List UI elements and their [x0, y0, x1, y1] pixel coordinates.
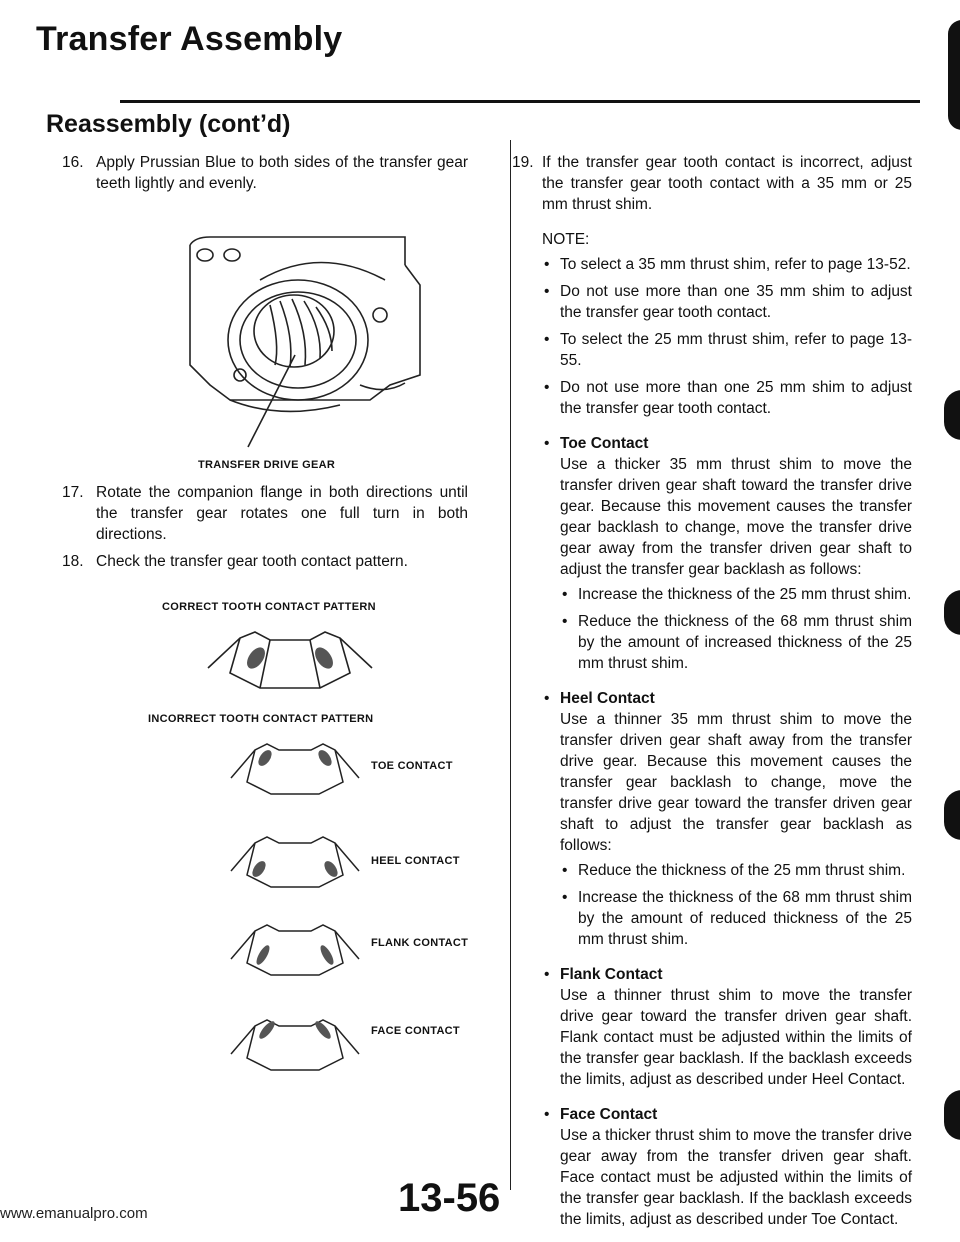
face-contact-section: • Face Contact Use a thicker thrust shim to move the transfer drive gear away from the transfer driven gear shaft. Face contact must be adjusted within the limits of the transfer gear backlash. If the backlash exceeds the limits, adjust as described under Toe Contact.	[544, 1106, 912, 1228]
toe-contact-heading: Toe Contact	[560, 435, 649, 452]
step-number: 18.	[62, 553, 84, 570]
face-contact-label: FACE CONTACT	[371, 1025, 460, 1037]
drive-gear-label: TRANSFER DRIVE GEAR	[198, 459, 336, 471]
toe-contact-pattern-icon	[225, 732, 365, 802]
correct-pattern-label: CORRECT TOOTH CONTACT PATTERN	[162, 601, 376, 613]
list-item: • Reduce the thickness of the 25 mm thrust shim.	[560, 860, 912, 881]
list-item: • Increase the thickness of the 68 mm thrust shim by the amount of reduced thickness of the 25 mm thrust shim.	[560, 887, 912, 950]
heel-contact-pattern-icon	[225, 825, 365, 895]
heel-contact-list	[560, 860, 912, 950]
flank-contact-text: Use a thinner thrust shim to move the transfer drive gear toward the transfer driven gear shaft. Flank contact must be adjusted within the limits of the transfer gear backlash. If the backlash exceeds the limits, adjust as described under Heel Contact.	[560, 987, 912, 1088]
column-divider	[510, 140, 511, 1190]
toe-contact-label: TOE CONTACT	[371, 760, 453, 772]
note-heading: NOTE:	[542, 231, 590, 248]
heel-contact-label: HEEL CONTACT	[371, 855, 460, 867]
page-title: Transfer Assembly	[36, 20, 343, 58]
face-contact-text: Use a thicker thrust shim to move the transfer drive gear away from the transfer driven gear shaft. Face contact must be adjusted within the limits of the transfer gear backlash. If the backlash exceeds the limits, adjust as described under Toe Contact.	[560, 1127, 912, 1228]
flank-contact-label: FLANK CONTACT	[371, 937, 469, 949]
list-item: • Increase the thickness of the 25 mm thrust shim.	[560, 584, 912, 605]
incorrect-pattern-label: INCORRECT TOOTH CONTACT PATTERN	[148, 713, 374, 725]
step-19	[512, 152, 912, 1230]
flank-contact-section: • Flank Contact Use a thinner thrust shim to move the transfer drive gear toward the transfer driven gear shaft. Flank contact must be adjusted within the limits of the transfer gear backlash. If the backlash exceeds the limits, adjust as described under Heel Contact.	[544, 966, 912, 1088]
step-16	[62, 152, 468, 194]
step-number: 19.	[512, 154, 534, 171]
face-contact-heading: Face Contact	[560, 1106, 658, 1123]
step-17	[62, 482, 468, 545]
heel-contact-heading: Heel Contact	[560, 690, 655, 707]
list-item: • Reduce the thickness of the 68 mm thrust shim by the amount of increased thickness of the 25 mm thrust shim.	[560, 611, 912, 674]
edge-mark	[948, 20, 960, 130]
heel-contact-text: Use a thinner 35 mm thrust shim to move the transfer driven gear shaft away from the transfer drive gear. Because this movement causes the transfer gear backlash to change, move the transfer drive gear toward the transfer driven gear shaft to adjust the transfer gear backlash as follows:	[560, 711, 912, 854]
note-item: • To select the 25 mm thrust shim, refer to page 13-55.	[542, 329, 912, 371]
transfer-drive-gear-illustration	[170, 225, 440, 450]
step-number: 16.	[62, 154, 84, 171]
step-18	[62, 551, 468, 572]
page-number: 13-56	[398, 1176, 501, 1220]
section-subtitle: Reassembly (cont’d)	[46, 110, 291, 138]
edge-mark	[944, 390, 960, 440]
flank-contact-heading: Flank Contact	[560, 966, 663, 983]
heel-contact-section: • Heel Contact Use a thinner 35 mm thrust shim to move the transfer driven gear shaft away from the transfer drive gear. Because this movement causes the transfer gear backlash to change, move the transfer drive gear toward the transfer driven gear shaft to adjust the transfer gear backlash as follows: • Reduce the thickness of the 25 mm thrust shim. • Increase the thickness of the 68 mm thrust shim by the amount of reduced thickness of the 25 mm thrust shim.	[542, 688, 912, 950]
step-text: Check the transfer gear tooth contact pattern.	[96, 553, 408, 570]
step-text: Apply Prussian Blue to both sides of the transfer gear teeth lightly and evenly.	[96, 154, 468, 192]
note-item: • To select a 35 mm thrust shim, refer to page 13-52.	[542, 254, 912, 275]
note-item: • Do not use more than one 25 mm shim to adjust the transfer gear tooth contact.	[542, 377, 912, 419]
correct-contact-pattern-icon	[200, 618, 380, 698]
step-number: 17.	[62, 484, 84, 501]
header-rule	[120, 100, 920, 103]
toe-contact-text: Use a thicker 35 mm thrust shim to move the transfer driven gear shaft toward the transfer drive gear. Because this movement causes the transfer gear backlash to change, move the transfer drive gear away from the transfer driven gear shaft to adjust the transfer gear backlash as follows:	[560, 456, 912, 578]
toe-contact-section: • Toe Contact Use a thicker 35 mm thrust shim to move the transfer driven gear shaft toward the transfer drive gear. Because this movement causes the transfer gear backlash to change, move the transfer drive gear away from the transfer driven gear shaft to adjust the transfer gear backlash as follows: • Increase the thickness of the 25 mm thrust shim. • Reduce the thickness of the 68 mm thrust shim by the amount of increased thickness of the 25 mm thrust shim.	[542, 433, 912, 674]
note-list	[542, 254, 912, 419]
edge-mark	[944, 1090, 960, 1140]
edge-mark	[944, 590, 960, 635]
note-item: • Do not use more than one 35 mm shim to adjust the transfer gear tooth contact.	[542, 281, 912, 323]
footer-url[interactable]: www.emanualpro.com	[0, 1205, 148, 1222]
edge-mark	[944, 790, 960, 840]
toe-contact-list	[560, 584, 912, 674]
step-text: If the transfer gear tooth contact is incorrect, adjust the transfer gear tooth contact with a 35 mm or 25 mm thrust shim.	[542, 154, 912, 213]
flank-contact-pattern-icon	[225, 913, 365, 983]
step-text: Rotate the companion flange in both directions until the transfer gear rotates one full turn in both directions.	[96, 484, 468, 543]
face-contact-pattern-icon	[225, 1008, 365, 1078]
